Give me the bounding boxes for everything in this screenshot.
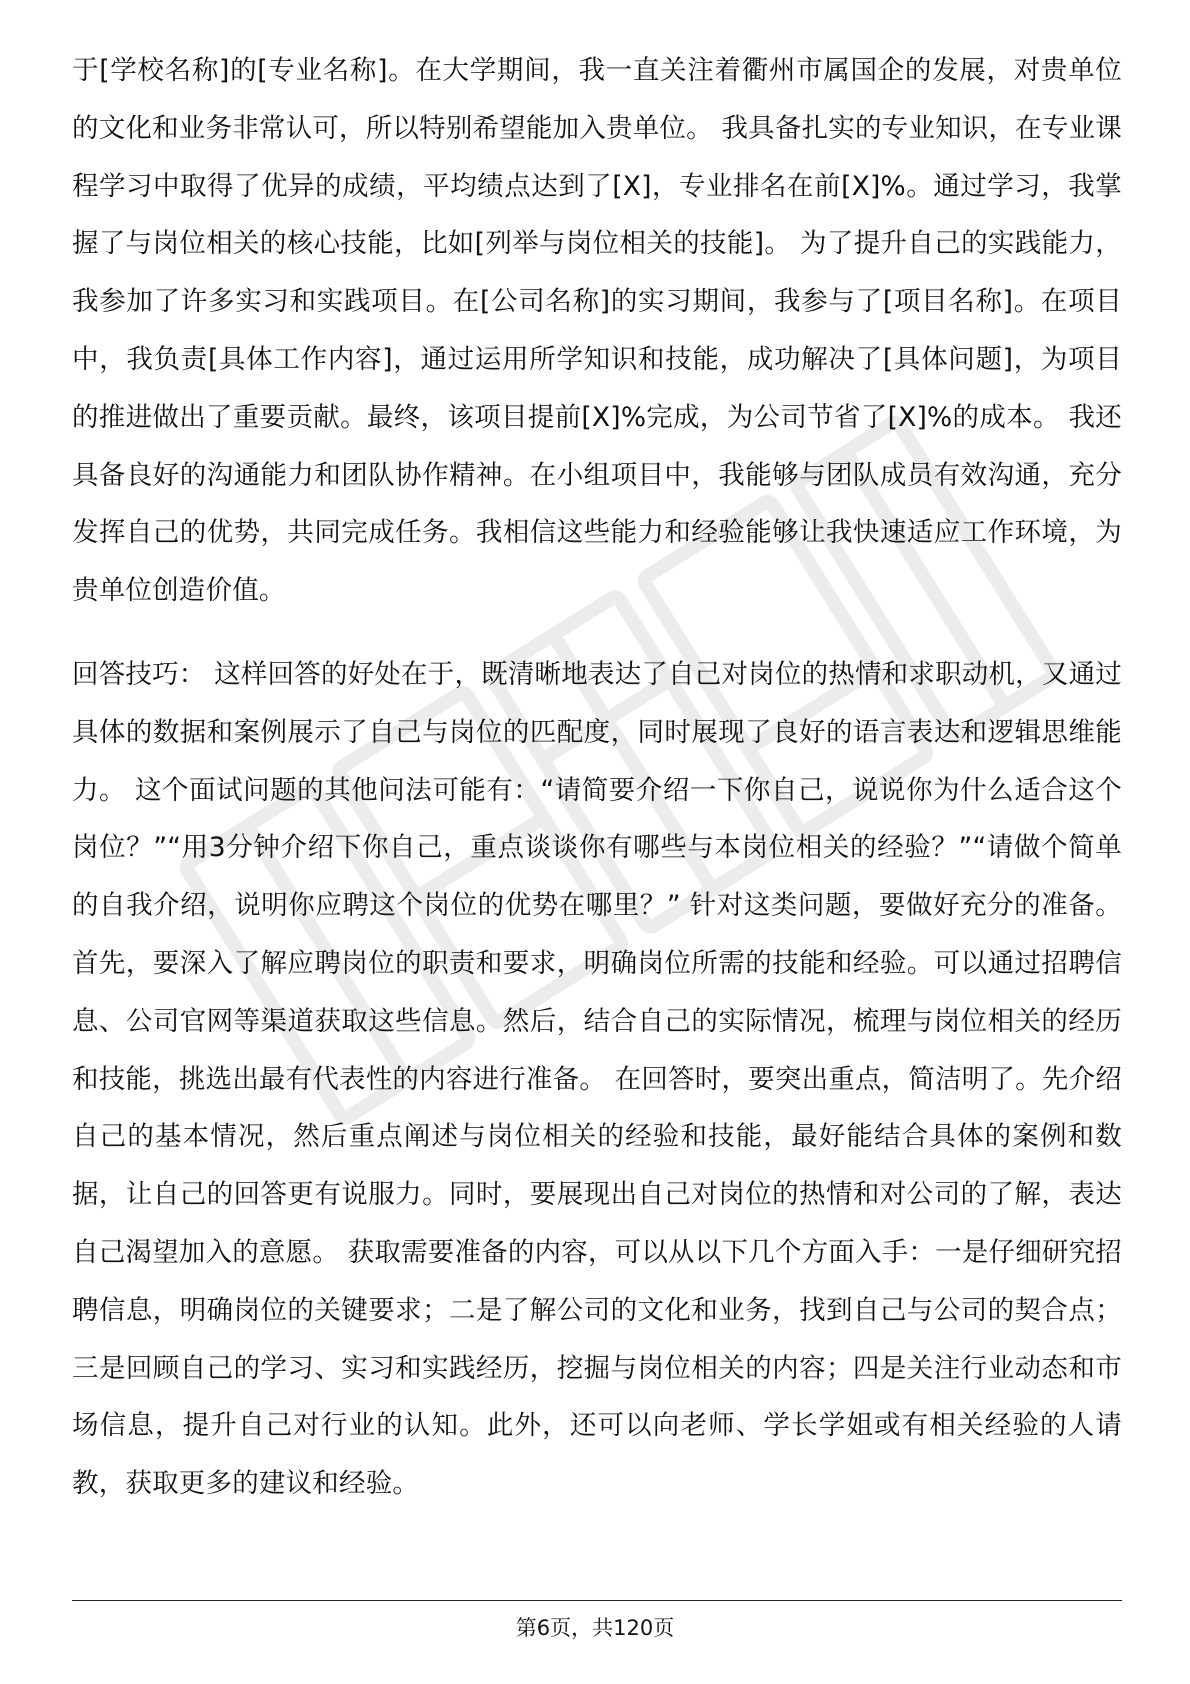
footer-divider [72, 1600, 1122, 1601]
document-body [72, 42, 1122, 1513]
tips-paragraph: 回答技巧： 这样回答的好处在于，既清晰地表达了自己对岗位的热情和求职动机，又通过具体的数据和案例展示了自己与岗位的匹配度，同时展现了良好的语言表达和逻辑思维能力。 这个面试问题的其他问法可能有：“请简要介绍一下你自己，说说你为什么适合这个岗位？”“用3分钟介绍下你自己，重点谈谈你有哪些与本岗位相关的经验？”“请做个简单的自我介绍，说明你应聘这个岗位的优势在哪里？” 针对这类问题，要做好充分的准备。首先，要深入了解应聘岗位的职责和要求，明确岗位所需的技能和经验。可以通过招聘信息、公司官网等渠道获取这些信息。然后，结合自己的实际情况，梳理与岗位相关的经历和技能，挑选出最有代表性的内容进行准备。 在回答时，要突出重点，简洁明了。先介绍自己的基本情况，然后重点阐述与岗位相关的经验和技能，最好能结合具体的案例和数据，让自己的回答更有说服力。同时，要展现出自己对岗位的热情和对公司的了解，表达自己渴望加入的意愿。 获取需要准备的内容，可以从以下几个方面入手：一是仔细研究招聘信息，明确岗位的关键要求；二是了解公司的文化和业务，找到自己与公司的契合点；三是回顾自己的学习、实习和实践经历，挖掘与岗位相关的内容；四是关注行业动态和市场信息，提升自己对行业的认知。此外，还可以向老师、学长学姐或有相关经验的人请教，获取更多的建议和经验。 [72, 658, 1122, 1500]
answer-paragraph: 于[学校名称]的[专业名称]。在大学期间，我一直关注着衢州市属国企的发展，对贵单位的文化和业务非常认可，所以特别希望能加入贵单位。 我具备扎实的专业知识，在专业课程学习中取得了优异的成绩，平均绩点达到了[X]，专业排名在前[X]%。通过学习，我掌握了与岗位相关的核心技能，比如[列举与岗位相关的技能]。 为了提升自己的实践能力，我参加了许多实习和实践项目。在[公司名称]的实习期间，我参与了[项目名称]。在项目中，我负责[具体工作内容]，通过运用所学知识和技能，成功解决了[具体问题]，为项目的推进做出了重要贡献。最终，该项目提前[X]%完成，为公司节省了[X]%的成本。 我还具备良好的沟通能力和团队协作精神。在小组项目中，我能够与团队成员有效沟通，充分发挥自己的优势，共同完成任务。我相信这些能力和经验能够让我快速适应工作环境，为贵单位创造价值。 [72, 55, 1122, 607]
page-number: 第6页，共120页 [515, 1616, 675, 1640]
